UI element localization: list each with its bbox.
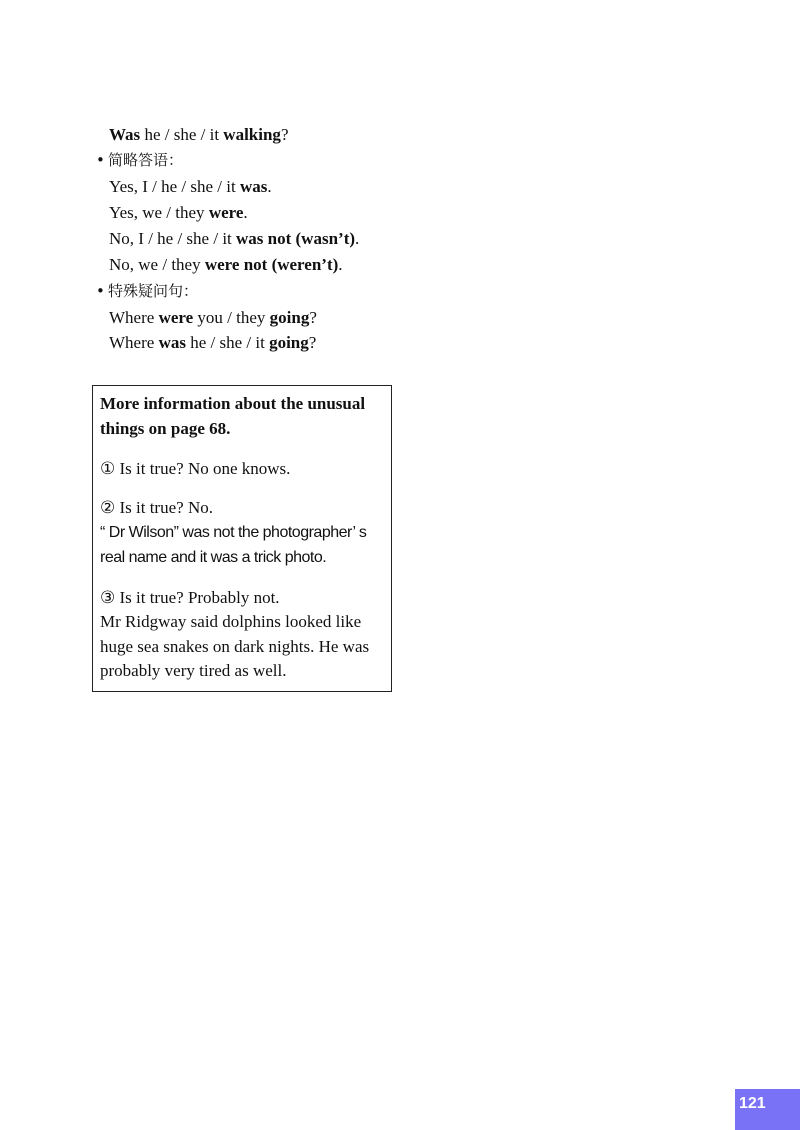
info-item-3-text-line-3: probably very tired as well.: [100, 661, 287, 680]
short-answer-1: Yes, I / he / she / it was.: [109, 177, 272, 196]
page-number: 121: [735, 1089, 800, 1130]
info-item-2-text-line-1: “ Dr Wilson” was not the photographer’ s: [100, 524, 367, 541]
short-answer-3: No, I / he / she / it was not (wasn’t).: [109, 229, 360, 248]
info-box: [92, 385, 392, 692]
bullet-icon: •: [96, 282, 105, 300]
info-item-2-text-line-2: real name and it was a trick photo.: [100, 549, 327, 566]
question-line: Was he / she / it walking?: [109, 125, 289, 144]
bullet-icon: •: [96, 151, 105, 169]
short-answers-heading: • 简略答语：: [96, 151, 184, 169]
info-item-3-text-line-1: Mr Ridgway said dolphins looked like: [100, 612, 362, 631]
wh-question-2: Where was he / she / it going?: [109, 333, 317, 352]
short-answer-2: Yes, we / they were.: [109, 203, 248, 222]
info-box-title-line-1: More information about the unusual: [100, 394, 366, 413]
info-item-1: ① Is it true? No one knows.: [100, 459, 291, 478]
info-item-3: ③ Is it true? Probably not.: [100, 588, 280, 607]
info-item-3-text-line-2: huge sea snakes on dark nights. He was: [100, 637, 370, 656]
wh-question-1: Where were you / they going?: [109, 308, 317, 327]
info-item-2: ② Is it true? No.: [100, 498, 213, 517]
short-answer-4: No, we / they were not (weren’t).: [109, 255, 343, 274]
wh-questions-heading: • 特殊疑问句：: [96, 282, 199, 300]
info-box-title-line-2: things on page 68.: [100, 419, 231, 438]
